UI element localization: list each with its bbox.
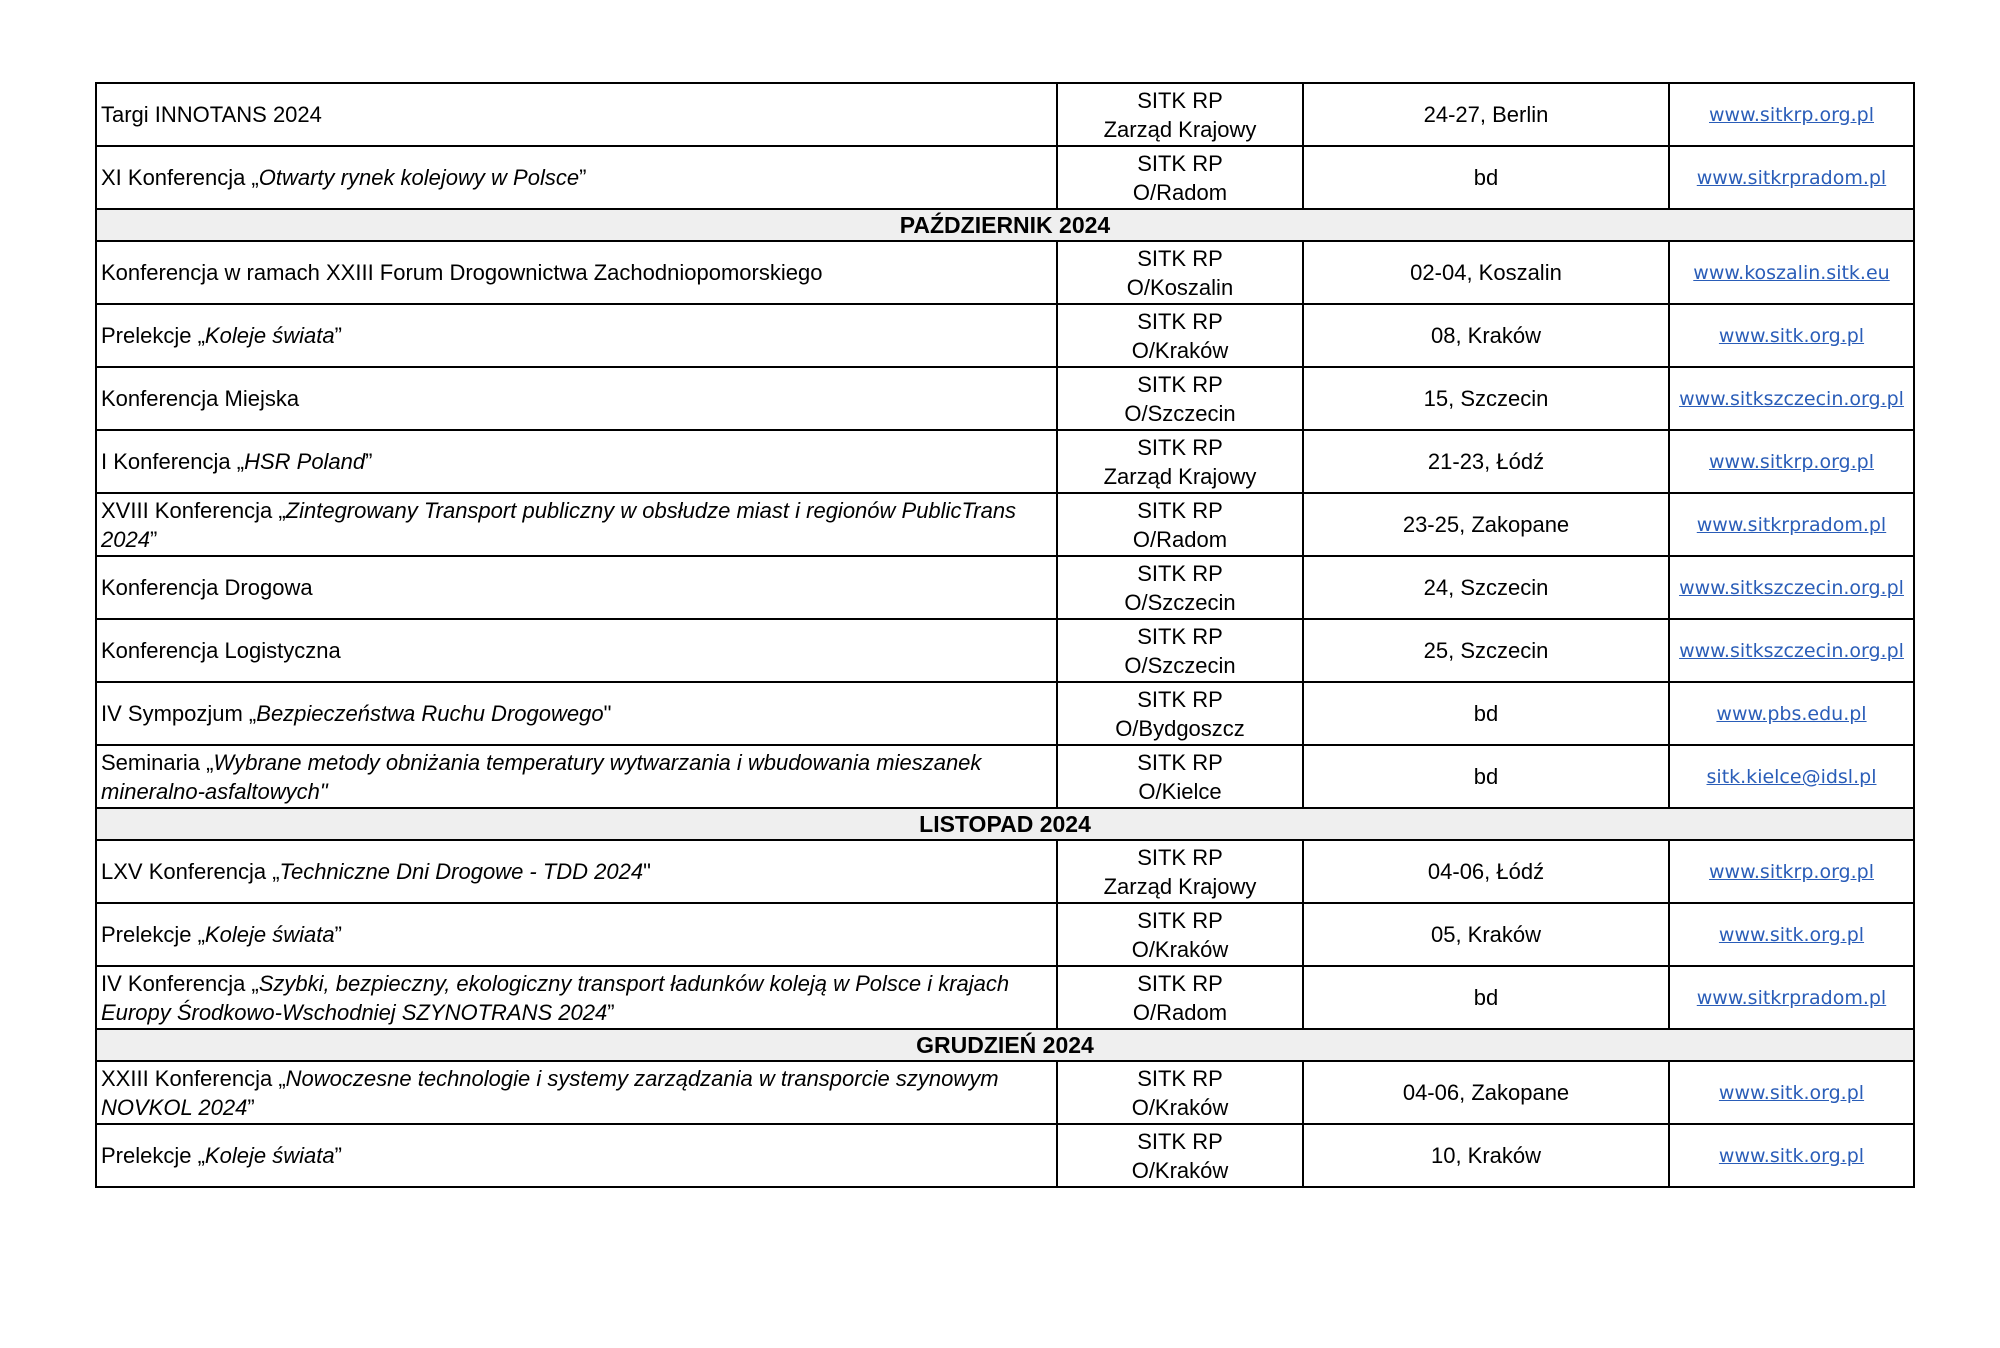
- month-header: LISTOPAD 2024: [96, 808, 1914, 840]
- organizer-cell: [1057, 619, 1303, 682]
- event-title-cell: [96, 1124, 1057, 1187]
- table-row: [96, 745, 1914, 808]
- event-title-cell: [96, 83, 1057, 146]
- table-row: [96, 619, 1914, 682]
- event-title-suffix: ": [643, 859, 651, 884]
- event-website-link[interactable]: www.sitkszczecin.org.pl: [1679, 388, 1904, 410]
- organizer-name: SITK RP: [1137, 434, 1223, 460]
- event-date-place: 24, Szczecin: [1303, 556, 1669, 619]
- event-title-italic: Koleje świata: [204, 1143, 335, 1168]
- event-title-suffix: ”: [334, 922, 342, 947]
- event-title-italic: Szybki, bezpieczny, ekologiczny transport ładunków koleją w Polsce i krajach Europy Środkowo-Wschodniej SZYNOTRANS 2024: [101, 970, 1010, 1025]
- event-date-place: 04-06, Zakopane: [1303, 1061, 1669, 1124]
- table-row: [96, 903, 1914, 966]
- event-title-italic: Koleje świata: [204, 922, 335, 947]
- event-website-link[interactable]: www.koszalin.sitk.eu: [1693, 262, 1890, 284]
- event-title-cell: [96, 304, 1057, 367]
- event-title-cell: [96, 1061, 1057, 1124]
- event-title-prefix: LXV Konferencja „: [101, 859, 280, 884]
- event-title-suffix: ”: [334, 1143, 342, 1168]
- event-title-prefix: Prelekcje „: [101, 1143, 205, 1168]
- organizer-name: SITK RP: [1137, 308, 1223, 334]
- event-title-cell: [96, 682, 1057, 745]
- event-link-cell: [1669, 556, 1914, 619]
- table-row: [96, 146, 1914, 209]
- event-title-cell: [96, 903, 1057, 966]
- event-title-suffix: ”: [149, 526, 158, 552]
- month-header-row: [96, 209, 1914, 241]
- organizer-cell: [1057, 903, 1303, 966]
- event-website-link[interactable]: www.sitkrp.org.pl: [1709, 861, 1874, 883]
- event-link-cell: [1669, 840, 1914, 903]
- month-header: GRUDZIEŃ 2024: [96, 1029, 1914, 1061]
- event-website-link[interactable]: www.sitkrpradom.pl: [1696, 514, 1887, 536]
- organizer-branch: O/Bydgoszcz: [1115, 715, 1245, 741]
- table-row: [96, 1124, 1914, 1187]
- event-title-prefix: Seminaria „: [101, 749, 214, 775]
- event-title-prefix: Konferencja Miejska: [101, 386, 300, 411]
- organizer-name: SITK RP: [1137, 907, 1223, 933]
- event-website-link[interactable]: www.sitk.org.pl: [1718, 924, 1865, 946]
- event-website-link[interactable]: www.sitk.org.pl: [1718, 1145, 1865, 1167]
- organizer-name: SITK RP: [1137, 497, 1223, 523]
- event-link-cell: [1669, 903, 1914, 966]
- organizer-branch: O/Szczecin: [1124, 589, 1236, 615]
- event-date-place: bd: [1303, 146, 1669, 209]
- organizer-name: SITK RP: [1137, 1065, 1223, 1091]
- table-row: [96, 682, 1914, 745]
- organizer-cell: [1057, 83, 1303, 146]
- event-date-place: 08, Kraków: [1303, 304, 1669, 367]
- table-row: [96, 367, 1914, 430]
- event-website-link[interactable]: www.sitk.org.pl: [1718, 325, 1865, 347]
- organizer-cell: [1057, 840, 1303, 903]
- event-link-cell: [1669, 146, 1914, 209]
- event-title-prefix: Konferencja Drogowa: [101, 575, 313, 600]
- organizer-cell: [1057, 556, 1303, 619]
- organizer-branch: O/Kraków: [1131, 1094, 1229, 1120]
- event-date-place: 23-25, Zakopane: [1303, 493, 1669, 556]
- month-header-row: [96, 1029, 1914, 1061]
- event-link-cell: [1669, 966, 1914, 1029]
- event-link-cell: [1669, 1124, 1914, 1187]
- event-title-prefix: XVIII Konferencja „: [101, 497, 286, 523]
- event-link-cell: [1669, 241, 1914, 304]
- event-website-link[interactable]: www.sitkrp.org.pl: [1709, 451, 1874, 473]
- event-title-prefix: Targi INNOTANS 2024: [101, 102, 322, 127]
- table-row: [96, 556, 1914, 619]
- event-title-suffix: ”: [365, 449, 373, 474]
- event-title-prefix: IV Sympozjum „: [101, 701, 257, 726]
- events-table: [95, 82, 1915, 1188]
- event-date-place: 02-04, Koszalin: [1303, 241, 1669, 304]
- event-title-cell: [96, 430, 1057, 493]
- event-website-link[interactable]: www.sitkrpradom.pl: [1696, 987, 1887, 1009]
- organizer-cell: [1057, 241, 1303, 304]
- organizer-name: SITK RP: [1137, 844, 1223, 870]
- event-title-italic: Zintegrowany Transport publiczny w obsłudze miast i regionów PublicTrans 2024: [101, 497, 1017, 552]
- event-title-prefix: XXIII Konferencja „: [101, 1065, 286, 1091]
- event-title-cell: [96, 241, 1057, 304]
- organizer-branch: O/Koszalin: [1126, 274, 1234, 300]
- event-title-suffix: ”: [334, 323, 342, 348]
- event-title-cell: [96, 146, 1057, 209]
- event-title-prefix: XI Konferencja „: [101, 165, 259, 190]
- event-link-cell: [1669, 430, 1914, 493]
- event-date-place: 05, Kraków: [1303, 903, 1669, 966]
- event-website-link[interactable]: sitk.kielce@idsl.pl: [1706, 766, 1877, 788]
- organizer-name: SITK RP: [1137, 749, 1223, 775]
- event-link-cell: [1669, 83, 1914, 146]
- event-website-link[interactable]: www.sitkszczecin.org.pl: [1679, 640, 1904, 662]
- event-date-place: 21-23, Łódź: [1303, 430, 1669, 493]
- organizer-branch: O/Kraków: [1131, 337, 1229, 363]
- organizer-cell: [1057, 1061, 1303, 1124]
- event-title-cell: [96, 745, 1057, 808]
- event-website-link[interactable]: www.pbs.edu.pl: [1716, 703, 1867, 725]
- event-date-place: 10, Kraków: [1303, 1124, 1669, 1187]
- event-title-prefix: IV Konferencja „: [101, 970, 259, 996]
- event-title-cell: [96, 966, 1057, 1029]
- event-title-italic: Otwarty rynek kolejowy w Polsce: [258, 165, 580, 190]
- event-title-suffix: ": [603, 701, 612, 726]
- organizer-name: SITK RP: [1137, 970, 1223, 996]
- organizer-branch: O/Szczecin: [1124, 652, 1236, 678]
- event-website-link[interactable]: www.sitkrp.org.pl: [1709, 104, 1874, 126]
- organizer-branch: O/Radom: [1132, 179, 1228, 205]
- organizer-cell: [1057, 146, 1303, 209]
- event-website-link[interactable]: www.sitk.org.pl: [1718, 1082, 1865, 1104]
- event-title-prefix: Prelekcje „: [101, 922, 205, 947]
- event-date-place: 25, Szczecin: [1303, 619, 1669, 682]
- event-title-suffix: ”: [579, 165, 587, 190]
- event-date-place: 24-27, Berlin: [1303, 83, 1669, 146]
- organizer-branch: O/Radom: [1132, 526, 1228, 552]
- event-website-link[interactable]: www.sitkrpradom.pl: [1696, 167, 1887, 189]
- organizer-name: SITK RP: [1137, 1128, 1223, 1154]
- event-title-cell: [96, 840, 1057, 903]
- organizer-branch: Zarząd Krajowy: [1103, 873, 1257, 899]
- organizer-name: SITK RP: [1137, 560, 1223, 586]
- organizer-branch: O/Kraków: [1131, 1157, 1229, 1183]
- table-row: [96, 241, 1914, 304]
- event-title-cell: [96, 493, 1057, 556]
- organizer-cell: [1057, 682, 1303, 745]
- organizer-branch: Zarząd Krajowy: [1103, 463, 1257, 489]
- events-table-body: [96, 83, 1914, 1187]
- event-title-cell: [96, 619, 1057, 682]
- organizer-name: SITK RP: [1137, 623, 1223, 649]
- organizer-branch: O/Kraków: [1131, 936, 1229, 962]
- organizer-cell: [1057, 493, 1303, 556]
- event-link-cell: [1669, 745, 1914, 808]
- event-website-link[interactable]: www.sitkszczecin.org.pl: [1679, 577, 1904, 599]
- table-row: [96, 430, 1914, 493]
- table-row: [96, 83, 1914, 146]
- organizer-cell: [1057, 430, 1303, 493]
- event-title-suffix: ”: [607, 999, 615, 1025]
- event-title-prefix: Konferencja Logistyczna: [101, 638, 341, 663]
- event-title-suffix: ”: [247, 1094, 255, 1120]
- event-link-cell: [1669, 1061, 1914, 1124]
- event-title-italic: Wybrane metody obniżania temperatury wytwarzania i wbudowania mieszanek mineralno-asfaltowych": [101, 749, 982, 804]
- event-title-italic: Nowoczesne technologie i systemy zarządzania w transporcie szynowym NOVKOL 2024: [101, 1065, 999, 1120]
- organizer-cell: [1057, 745, 1303, 808]
- organizer-name: SITK RP: [1137, 87, 1223, 113]
- month-header-row: [96, 808, 1914, 840]
- table-row: [96, 304, 1914, 367]
- organizer-cell: [1057, 1124, 1303, 1187]
- event-date-place: 15, Szczecin: [1303, 367, 1669, 430]
- organizer-name: SITK RP: [1137, 686, 1223, 712]
- event-title-prefix: Prelekcje „: [101, 323, 205, 348]
- event-link-cell: [1669, 304, 1914, 367]
- event-title-cell: [96, 556, 1057, 619]
- organizer-cell: [1057, 367, 1303, 430]
- event-title-prefix: Konferencja w ramach XXIII Forum Drogownictwa Zachodniopomorskiego: [101, 260, 823, 285]
- organizer-branch: Zarząd Krajowy: [1103, 116, 1257, 142]
- event-date-place: 04-06, Łódź: [1303, 840, 1669, 903]
- organizer-cell: [1057, 304, 1303, 367]
- table-row: [96, 966, 1914, 1029]
- event-title-cell: [96, 367, 1057, 430]
- organizer-name: SITK RP: [1137, 245, 1223, 271]
- event-date-place: bd: [1303, 745, 1669, 808]
- organizer-name: SITK RP: [1137, 371, 1223, 397]
- organizer-branch: O/Radom: [1132, 999, 1228, 1025]
- table-row: [96, 493, 1914, 556]
- event-title-italic: Koleje świata: [204, 323, 335, 348]
- event-title-italic: Bezpieczeństwa Ruchu Drogowego: [256, 701, 604, 726]
- event-date-place: bd: [1303, 966, 1669, 1029]
- event-link-cell: [1669, 367, 1914, 430]
- event-link-cell: [1669, 493, 1914, 556]
- table-row: [96, 840, 1914, 903]
- event-link-cell: [1669, 682, 1914, 745]
- event-date-place: bd: [1303, 682, 1669, 745]
- table-row: [96, 1061, 1914, 1124]
- organizer-name: SITK RP: [1137, 150, 1223, 176]
- event-link-cell: [1669, 619, 1914, 682]
- organizer-branch: O/Kielce: [1138, 778, 1222, 804]
- organizer-branch: O/Szczecin: [1124, 400, 1236, 426]
- month-header: PAŹDZIERNIK 2024: [96, 209, 1914, 241]
- event-title-italic: Techniczne Dni Drogowe - TDD 2024: [279, 859, 644, 884]
- organizer-cell: [1057, 966, 1303, 1029]
- event-title-italic: HSR Poland: [244, 449, 366, 474]
- event-title-prefix: I Konferencja „: [101, 449, 245, 474]
